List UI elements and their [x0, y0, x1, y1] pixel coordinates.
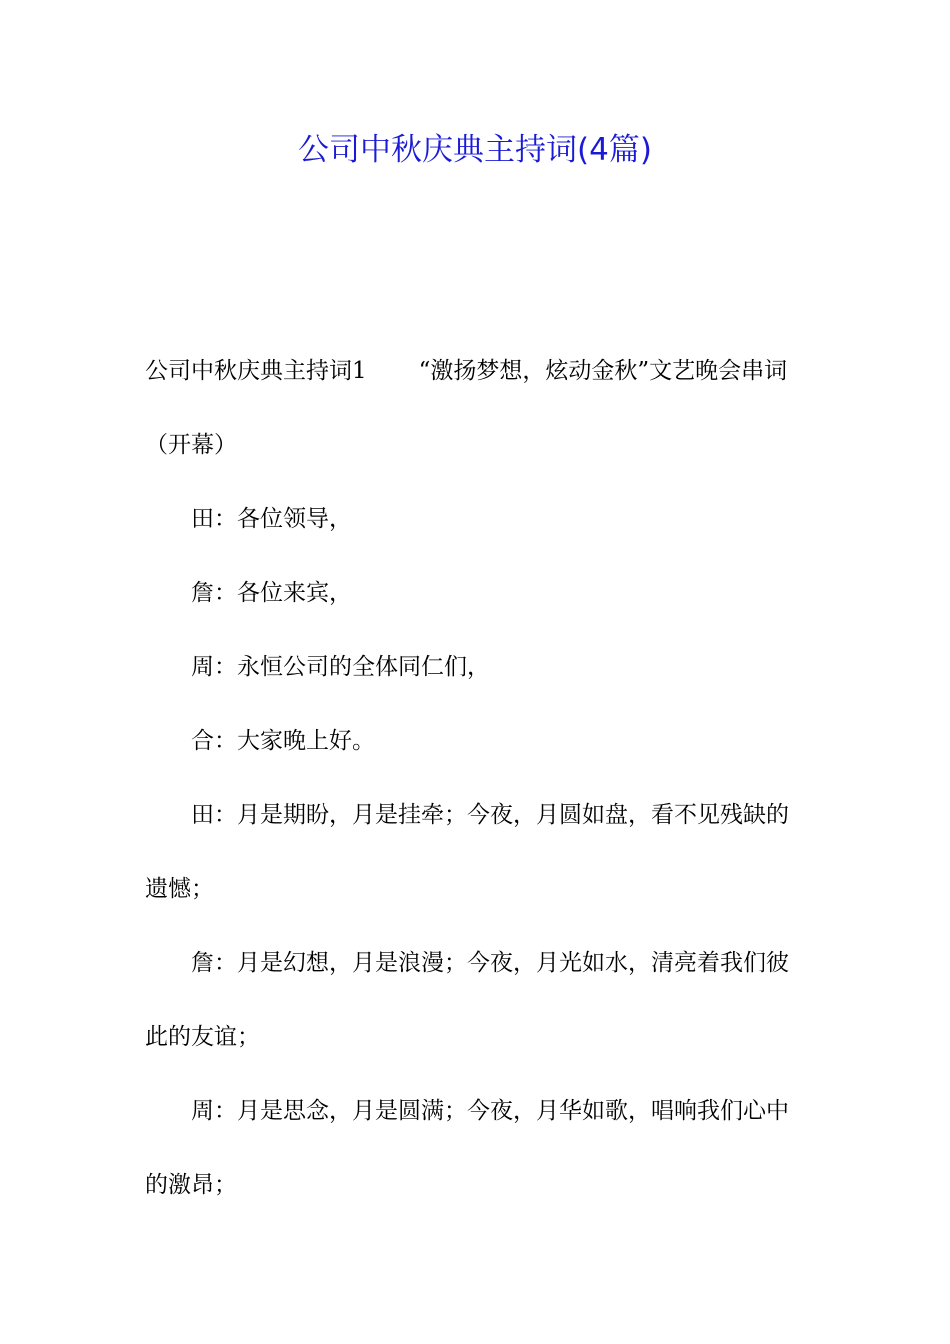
paragraph: 詹：各位来宾， [191, 580, 352, 606]
document-title: 公司中秋庆典主持词(4篇) [298, 132, 652, 168]
paragraph: 詹：月是幻想，月是浪漫；今夜，月光如水，清亮着我们彼此的友谊； [145, 950, 789, 1050]
paragraph: 周：月是思念，月是圆满；今夜，月华如歌，唱响我们心中的激昂； [145, 1098, 789, 1198]
document-body [145, 334, 807, 1222]
paragraph-heading-part-b: “激扬梦想，炫动金秋”文艺晚会串词 （开幕） [145, 358, 788, 458]
paragraph-heading-part-a: 公司中秋庆典主持词1 [145, 358, 367, 384]
paragraph: 周：永恒公司的全体同仁们， [191, 654, 490, 680]
paragraph: 合：大家晚上好。 [191, 728, 375, 754]
paragraph: 田：月是期盼，月是挂牵；今夜，月圆如盘，看不见残缺的遗憾； [145, 802, 789, 902]
paragraph-heading [145, 334, 807, 482]
paragraph: 田：各位领导， [191, 506, 352, 532]
